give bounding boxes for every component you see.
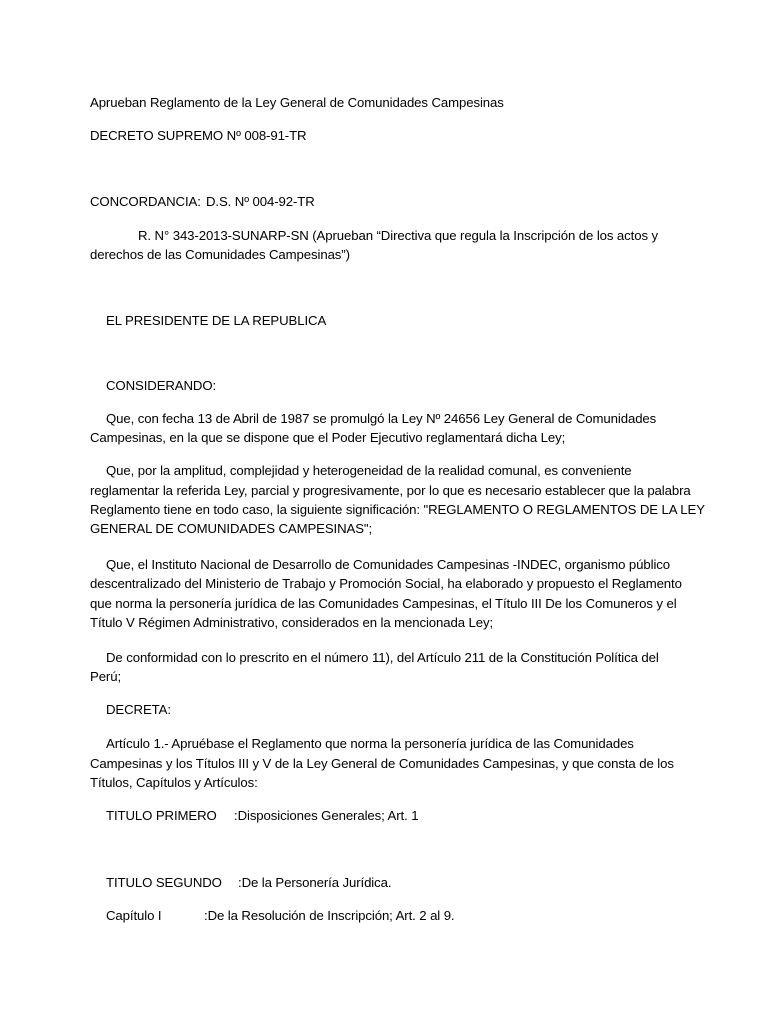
paragraph-3-line-1: Que, el Instituto Nacional de Desarrollo de Comunidades Campesinas -INDEC, organismo público (106, 557, 671, 572)
president-heading: EL PRESIDENTE DE LA REPUBLICA (106, 313, 327, 328)
concordancia-reference-1: D.S. Nº 004-92-TR (206, 194, 315, 209)
toc-entry-label: TITULO SEGUNDO (106, 875, 222, 890)
document-title: Aprueban Reglamento de la Ley General de Comunidades Campesinas (90, 95, 504, 110)
paragraph-1-line-1: Que, con fecha 13 de Abril de 1987 se promulgó la Ley Nº 24656 Ley General de Comunidades (106, 411, 657, 426)
toc-entry-description: :Disposiciones Generales; Art. 1 (234, 808, 419, 823)
concordancia-label: CONCORDANCIA: (90, 194, 201, 209)
toc-entry-label: TITULO PRIMERO (106, 808, 217, 823)
concordancia-reference-2-line-2: derechos de las Comunidades Campesinas”) (90, 247, 350, 262)
concordancia-reference-2-line-1: R. N° 343-2013-SUNARP-SN (Aprueban “Directiva que regula la Inscripción de los actos y (138, 228, 659, 243)
paragraph-4-line-2: Perú; (90, 669, 122, 684)
decree-number: DECRETO SUPREMO Nº 008-91-TR (90, 128, 307, 143)
toc-entry-description: :De la Personería Jurídica. (238, 875, 392, 890)
paragraph-2-line-2: reglamentar la referida Ley, parcial y progresivamente, por lo que es necesario establecer que la palabra (90, 483, 691, 498)
decreta-heading: DECRETA: (106, 702, 171, 717)
article-1-line-2: Campesinas y los Títulos III y V de la Ley General de Comunidades Campesinas, y que consta de los (90, 756, 674, 771)
article-1-line-3: Títulos, Capítulos y Artículos: (90, 775, 258, 790)
toc-entry-label: Capítulo I (106, 908, 162, 923)
paragraph-2-line-3: Reglamento tiene en todo caso, la siguiente significación: "REGLAMENTO O REGLAMENTOS DE LA LEY (90, 502, 705, 517)
toc-entry-description: :De la Resolución de Inscripción; Art. 2 al 9. (204, 908, 455, 923)
paragraph-1-line-2: Campesinas, en la que se dispone que el Poder Ejecutivo reglamentará dicha Ley; (90, 430, 566, 445)
paragraph-2-line-4: GENERAL DE COMUNIDADES CAMPESINAS"; (90, 521, 373, 536)
paragraph-3-line-3: que norma la personería jurídica de las Comunidades Campesinas, el Título III De los Comuneros y el (90, 596, 677, 611)
paragraph-2-line-1: Que, por la amplitud, complejidad y heterogeneidad de la realidad comunal, es conveniente (106, 463, 632, 478)
considerando-heading: CONSIDERANDO: (106, 378, 217, 393)
paragraph-3-line-2: descentralizado del Ministerio de Trabajo y Promoción Social, ha elaborado y propuesto el Reglamento (90, 576, 682, 591)
article-1-line-1: Artículo 1.- Apruébase el Reglamento que norma la personería jurídica de las Comunidades (106, 736, 634, 751)
paragraph-3-line-4: Título V Régimen Administrativo, considerados en la mencionada Ley; (90, 615, 494, 630)
paragraph-4-line-1: De conformidad con lo prescrito en el número 11), del Artículo 211 de la Constitución Política del (106, 650, 659, 665)
